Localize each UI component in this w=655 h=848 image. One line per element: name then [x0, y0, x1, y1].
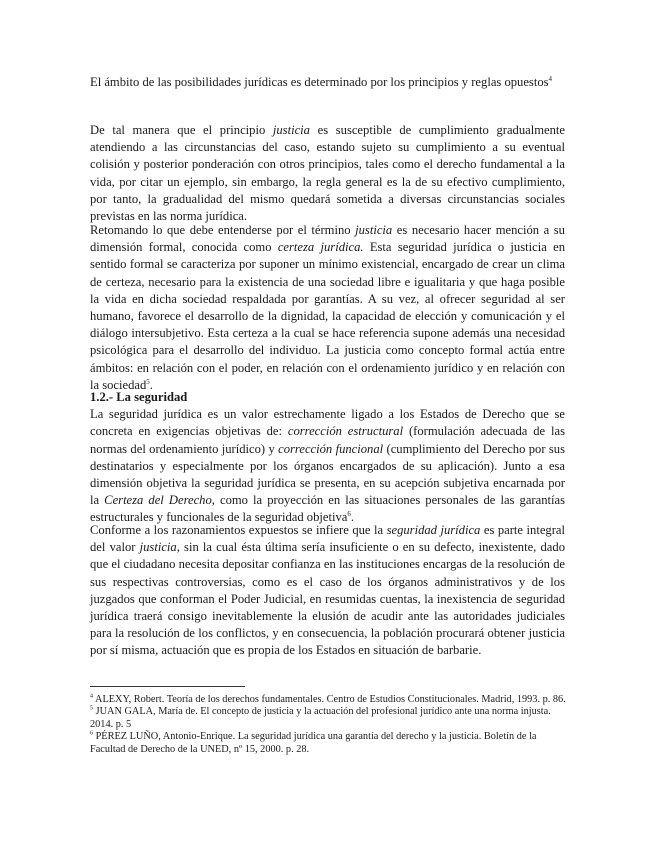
footnote-4 [90, 694, 570, 706]
footnote-separator [90, 686, 245, 687]
footnote-text: JUAN GALA, María de. El concepto de justicia y la actuación del profesional jurídico ante una norma injusta. 2014. p. 5 [90, 706, 551, 730]
paragraph-text: . [350, 510, 355, 525]
paragraph-1 [90, 74, 565, 91]
paragraph-text: es susceptible de cumplimiento gradualmente atendiendo a las circunstancias del caso, estando sujeto su cumplimiento a su eventual colisión y posterior ponderación con otros principios, tales como el derecho fundamental a la vida, por citar un ejemplo, sin embargo, la regla general es la de su efectivo cumplimiento, por tanto, la gradualidad del mismo quedará sometida a diversas circunstancias sociales previstas en las norma jurídica. [90, 123, 565, 224]
paragraph-text: Retomando lo que debe entenderse por el término [90, 223, 356, 237]
paragraph-text: El ámbito de las posibilidades jurídicas es determinado por los principios y reglas opuestos [90, 75, 549, 89]
italic-term: certeza jurídica. [277, 240, 364, 255]
footnote-number: 4 [90, 693, 93, 700]
paragraph-text: es parte integral del valor [90, 523, 565, 555]
paragraph-text: (formulación adecuada de las normas del ordenamiento jurídico) y [90, 424, 565, 456]
footnote-text: ALEXY, Robert. Teoría de los derechos fundamentales. Centro de Estudios Constitucionales. Madrid, 1993. p. 86. [93, 694, 566, 705]
italic-term: Certeza del Derecho [104, 493, 212, 508]
italic-term: justicia [139, 540, 177, 555]
footnote-6 [90, 731, 570, 756]
paragraph-text: La seguridad jurídica es un valor estrechamente ligado a los Estados de Derecho que se concreta en exigencias objetivas de: [90, 407, 565, 439]
italic-term: seguridad jurídica [386, 523, 481, 537]
paragraph-text: , sin la cual ésta última sería insuficiente o en su defecto, inexistente, dado que el ciudadano necesita depositar confianza en las instituciones encargas de la resolución de sus respectivas controversias, como es el caso de los órganos administrativos y de los juzgados que conforman el Poder Judicial, en resumidas cuentas, la inexistencia de seguridad jurídica traerá consigo inevitablemente la elusión de acudir ante las autoridades judiciales para la resolución de los conflictos, y en consecuencia, la población procurará obtener justicia por sí misma, actuación que es propia de los Estados en situación de barbarie. [90, 540, 565, 658]
footnote-text: PÉREZ LUÑO, Antonio-Enrique. La seguridad jurídica una garantía del derecho y la justicia. Boletín de la Facultad de Derecho de la UNED, nº 15, 2000. p. 28. [90, 731, 537, 755]
paragraph-text: Esta seguridad jurídica o justicia en sentido formal se caracteriza por suponer un mínimo existencial, encargado de crear un clima de certeza, necesario para la existencia de una sociedad libre e igualitaria y que haga posible la vida en dicha sociedad respaldada por garantías. A su vez, al ofrecer seguridad al ser humano, favorece el desarrollo de la dignidad, la capacidad de elección y comunicación y el diálogo intersubjetivo. Esta certeza a la cual se hace referencia supone además una necesidad psicológica para el desarrollo del individuo. La justicia como concepto formal actúa entre ámbitos: en relación con el poder, en relación con el ordenamiento jurídico y en relación con la sociedad [90, 240, 565, 392]
paragraph-text: De tal manera que el principio [90, 123, 273, 137]
italic-term: justicia [355, 223, 393, 237]
paragraph-text: (cumplimiento del Derecho por sus destinatarios y especialmente por los órganos encargados de su aplicación). Junto a esa dimensión objetiva la seguridad jurídica se presenta, en su acepción subjetiva encarnada por la [90, 441, 565, 508]
footnotes [90, 694, 570, 756]
section-la-seguridad [90, 389, 565, 527]
paragraph-text: . [149, 377, 153, 392]
paragraph-text: Conforme a los razonamientos expuestos se infiere que la [90, 523, 387, 537]
footnote-ref: 6 [347, 510, 351, 519]
italic-term: corrección funcional [278, 441, 384, 456]
section-heading: 1.2.- La seguridad [90, 390, 188, 404]
footnote-number: 6 [90, 730, 93, 737]
footnote-ref: 5 [146, 377, 150, 386]
italic-term: corrección estructural [287, 424, 404, 439]
paragraph-text: , como la proyección en las situaciones personales de las garantías estructurales y funcionales de la seguridad objetiva [90, 493, 565, 525]
paragraph-text: es necesario hacer mención a su dimensión formal, conocida como [90, 223, 565, 255]
paragraph-5 [90, 522, 565, 660]
paragraph-2 [90, 122, 565, 225]
footnote-number: 5 [90, 705, 93, 712]
paragraph-3 [90, 222, 565, 394]
footnote-ref: 4 [548, 74, 553, 83]
italic-term: justicia [272, 123, 310, 137]
footnote-5 [90, 706, 570, 731]
